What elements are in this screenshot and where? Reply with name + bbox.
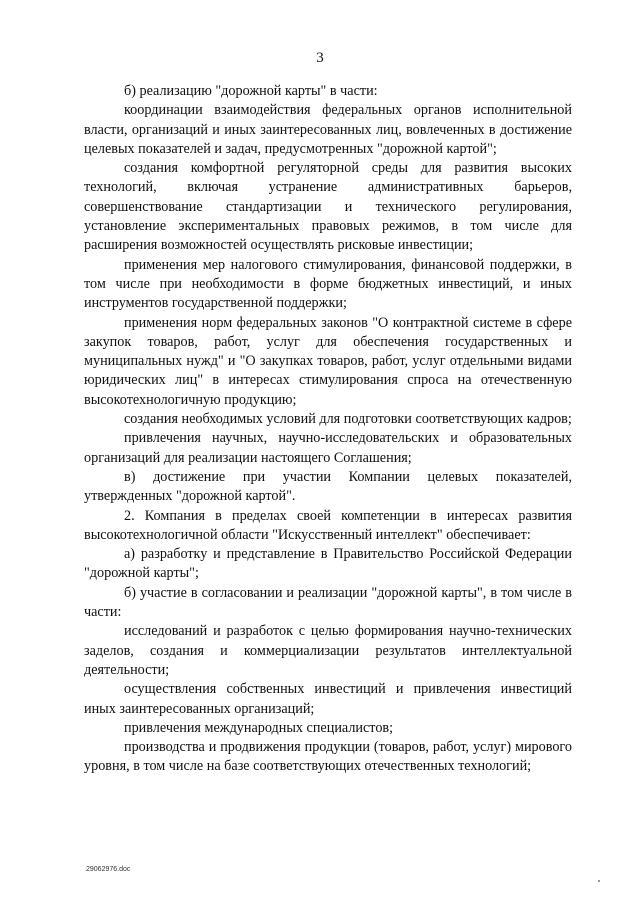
scan-speck <box>598 880 600 882</box>
page-number: 3 <box>316 50 324 66</box>
paragraph: применения мер налогового стимулирования, финансовой поддержки, в том числе при необходимости в форме бюджетных инвестиций, и иных инструментов государственной поддержки; <box>84 256 572 312</box>
paragraph: б) реализацию "дорожной карты" в части: <box>124 83 378 99</box>
paragraph: в) достижение при участии Компании целевых показателей, утвержденных "дорожной картой". <box>84 468 572 505</box>
paragraph: создания необходимых условий для подготовки соответствующих кадров; <box>124 411 572 428</box>
footer-file-code: 29062976.doc <box>86 866 131 873</box>
paragraph: 2. Компания в пределах своей компетенции в интересах развития высокотехнологичной области "Искусственный интеллект" обеспечивает: <box>84 507 572 543</box>
paragraph: а) разработку и представление в Правительство Российской Федерации "дорожной карты"; <box>84 546 572 582</box>
paragraph: координации взаимодействия федеральных органов исполнительной власти, организаций и иных заинтересованных лиц, вовлеченных в достижение целевых показателей и задач, предусмотренных "дорожной картой"; <box>84 102 572 157</box>
paragraph: применения норм федеральных законов "О контрактной системе в сфере закупок товаров, работ, услуг для обеспечения государственных и муниципальных нужд" и "О закупках товаров, работ, услуг отдельными видами юридических лиц" в интересах стимулирования спроса на отечественную высокотехнологичную продукцию; <box>84 314 572 408</box>
document-body <box>84 82 572 777</box>
paragraph: создания комфортной регуляторной среды для развития высоких технологий, включая устранение административных барьеров, совершенствование стандартизации и технического регулирования, установление экспериментальных правовых режимов, в том числе для расширения возможностей осуществлять рисковые инвестиции; <box>84 160 572 254</box>
paragraph: исследований и разработок с целью формирования научно-технических заделов, создания и коммерциализации результатов интеллектуальной деятельности; <box>84 623 572 678</box>
paragraph: привлечения научных, научно-исследовательских и образовательных организаций для реализации настоящего Соглашения; <box>84 430 572 466</box>
paragraph: производства и продвижения продукции (товаров, работ, услуг) мирового уровня, в том числе на базе соответствующих отечественных технологий; <box>84 739 572 775</box>
paragraph: б) участие в согласовании и реализации "дорожной карты", в том числе в части: <box>84 584 572 621</box>
paragraph: осуществления собственных инвестиций и привлечения инвестиций иных заинтересованных организаций; <box>84 681 572 717</box>
paragraph: привлечения международных специалистов; <box>124 719 394 736</box>
